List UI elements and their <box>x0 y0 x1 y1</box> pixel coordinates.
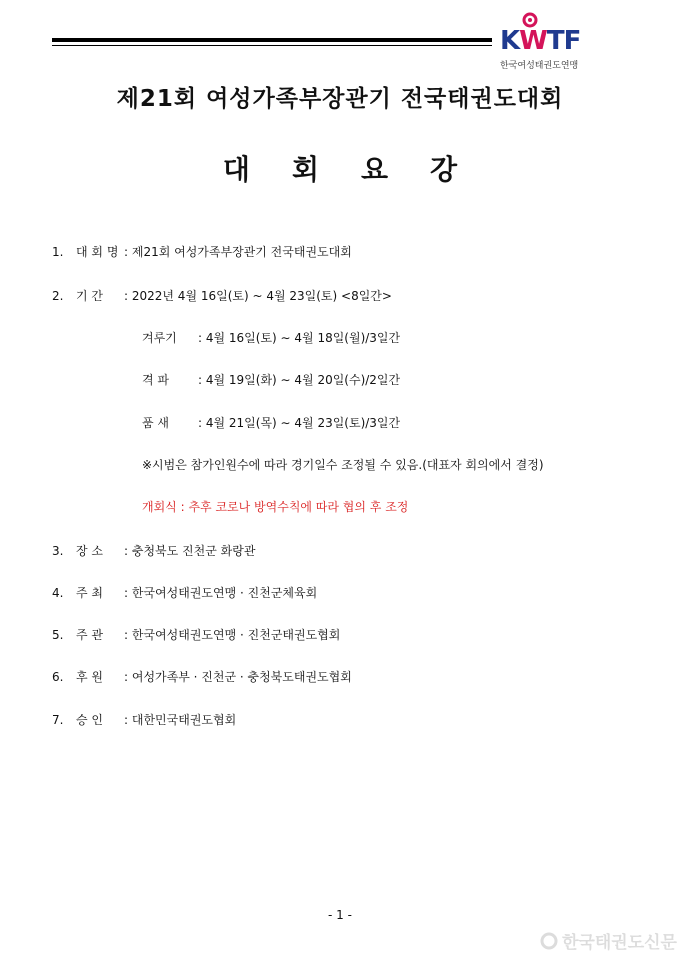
item-period: 2. 기 간 : 2022년 4월 16일(토) ~ 4월 23일(토) <8일간> <box>52 289 392 303</box>
item-host: 4. 주 최 : 한국여성태권도연맹 · 진천군체육회 <box>52 586 318 600</box>
item-venue: 3. 장 소 : 충청북도 진천군 화랑관 <box>52 544 256 558</box>
note-text: ※시범은 참가인원수에 따라 경기일수 조정될 수 있음.(대표자 회의에서 결정) <box>142 458 544 472</box>
watermark-text: 한국태권도신문 <box>562 933 677 953</box>
item-event-name: 1. 대 회 명 : 제21회 여성가족부장관기 전국태권도대회 <box>52 245 352 259</box>
kwtf-logo <box>500 10 610 70</box>
item-sponsor: 6. 후 원 : 여성가족부 · 진천군 · 충청북도태권도협회 <box>52 670 352 684</box>
schedule-row-kyorugi: 겨루기 : 4월 16일(토) ∼ 4월 18일(월)/3일간 <box>142 331 401 345</box>
item-organizer: 5. 주 관 : 한국여성태권도연맹 · 진천군태권도협회 <box>52 628 341 642</box>
opening-ceremony-note: 개회식 : 추후 코로나 방역수칙에 따라 협의 후 조정 <box>142 500 409 514</box>
logo-wordmark: KWTF <box>500 26 581 56</box>
page-number: - 1 - <box>328 908 352 922</box>
document-title: 제21회 여성가족부장관기 전국태권도대회 <box>116 86 564 112</box>
watermark-logo-icon <box>540 932 558 950</box>
schedule-row-poomsae: 품 새 : 4월 21일(목) ∼ 4월 23일(토)/3일간 <box>142 416 401 430</box>
header-rule-thick <box>52 38 492 42</box>
schedule-row-breaking: 격 파 : 4월 19일(화) ∼ 4월 20일(수)/2일간 <box>142 373 401 387</box>
logo-subtitle: 한국여성태권도연맹 <box>500 61 579 71</box>
item-approval: 7. 승 인 : 대한민국태권도협회 <box>52 713 237 727</box>
watermark <box>540 928 677 953</box>
section-heading: 대회요강 <box>222 153 500 186</box>
header-rule-thin <box>52 45 492 46</box>
